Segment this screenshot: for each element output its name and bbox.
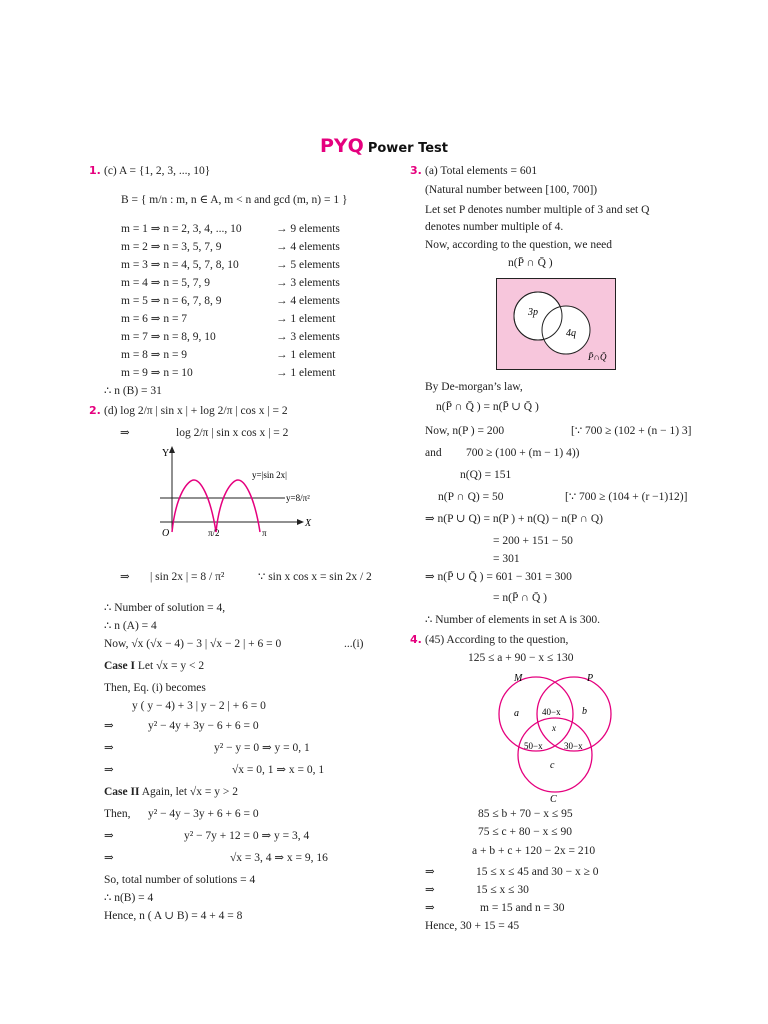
q2-line12-lead: Then, [104, 808, 131, 820]
q1-case-row-1: m = 1 ⇒ n = 2, 3, 4, ..., 10 [121, 223, 242, 235]
q2-line7: Then, Eq. (i) becomes [104, 682, 206, 694]
region-p-and-c: 30−x [564, 741, 583, 751]
q4-arrow-6: ⇒ [425, 866, 435, 878]
q4-line5: a + b + c + 120 − 2x = 210 [472, 845, 596, 857]
q1-case-count-7: → 3 elements [276, 331, 340, 343]
title-power-test: Power Test [367, 141, 448, 156]
q2-line10: y² − y = 0 ⇒ y = 0, 1 [214, 742, 310, 754]
q1-case-count-6: → 1 element [276, 313, 336, 325]
q1-case-row-3: m = 3 ⇒ n = 4, 5, 7, 8, 10 [121, 259, 239, 271]
region-a: a [514, 708, 519, 719]
q2-line3: | sin 2x | = 8 / π² [150, 571, 225, 583]
q2-line3-reason: ∵ sin x cos x = sin 2x / 2 [258, 571, 372, 583]
y-axis-label: Y [162, 448, 170, 459]
q1-case-count-4: → 3 elements [276, 277, 340, 289]
q3-line14: = 200 + 151 − 50 [493, 535, 573, 547]
region-c: c [550, 760, 555, 771]
q2-number: 2. [89, 404, 101, 417]
q3-line12: n(P ∩ Q) = 50 [438, 491, 504, 503]
q4-line1: (45) According to the question, [425, 634, 569, 646]
q3-line13: ⇒ n(P ∪ Q) = n(P ) + n(Q) − n(P ∩ Q) [425, 513, 603, 525]
q2-line5: ∴ n (A) = 4 [104, 620, 157, 632]
x-axis-label: X [305, 518, 312, 529]
q3-line8: n(P̄ ∩ Q̄ ) = n(P̄ ∪ Q̄ ) [436, 401, 539, 413]
q3-line17: = n(P̄ ∩ Q̄ ) [493, 592, 547, 604]
q1-case-count-9: → 1 element [276, 367, 336, 379]
q2-line2: log 2/π | sin x cos x | = 2 [176, 427, 289, 439]
q3-line2: (Natural number between [100, 700]) [425, 184, 598, 196]
q3-line12-reason: [∵ 700 ≥ (104 + (r −1)12)] [565, 491, 688, 503]
set-m-circle [499, 677, 573, 751]
q3-line18: ∴ Number of elements in set A is 300. [425, 614, 601, 626]
q2-line4: ∴ Number of solution = 4, [104, 602, 226, 614]
q3-venn-diagram [496, 278, 616, 370]
q4-line4: 75 ≤ c + 80 − x ≤ 90 [478, 826, 572, 838]
origin-label: O [162, 528, 170, 539]
q2-eq-ref: ...(i) [344, 638, 364, 650]
q2-arrow: ⇒ [120, 427, 130, 439]
page-title [0, 135, 768, 157]
q4-line9: Hence, 30 + 15 = 45 [425, 920, 520, 932]
q4-line8: m = 15 and n = 30 [480, 902, 565, 914]
q1-case-count-5: → 4 elements [276, 295, 340, 307]
q3-line11: n(Q) = 151 [460, 469, 512, 481]
q2-line11: √x = 0, 1 ⇒ x = 0, 1 [232, 764, 325, 776]
q3-line10: 700 ≥ (100 + (m − 1) 4)) [466, 447, 580, 459]
q2-arrow-14: ⇒ [104, 852, 114, 864]
q4-line2: 125 ≤ a + 90 − x ≤ 130 [468, 652, 574, 664]
x-axis-arrow [297, 519, 304, 525]
q3-line5: Now, according to the question, we need [425, 239, 613, 251]
region-m-and-p: 40−x [542, 707, 561, 717]
q2-arrow-9: ⇒ [104, 720, 114, 732]
tick-pi: π [262, 528, 267, 538]
complement-label: P̄∩Q̄ [588, 352, 607, 362]
p-region-label: 3p [528, 307, 538, 318]
q2-arrow-11: ⇒ [104, 764, 114, 776]
case2-text: Again, let √x = y > 2 [139, 786, 238, 798]
q3-line16: ⇒ n(P̄ ∪ Q̄ ) = 601 − 301 = 300 [425, 571, 572, 583]
curve-hump-1 [172, 480, 216, 532]
q1-case-row-2: m = 2 ⇒ n = 3, 5, 7, 9 [121, 241, 222, 253]
curve-label: y=|sin 2x| [252, 470, 287, 480]
q2-line16: ∴ n(B) = 4 [104, 892, 154, 904]
q4-arrow-8: ⇒ [425, 902, 435, 914]
q2-line12: y² − 4y − 3y + 6 + 6 = 0 [148, 808, 259, 820]
q3-line3: Let set P denotes number multiple of 3 and set Q [425, 204, 650, 216]
q1-case-row-5: m = 5 ⇒ n = 6, 7, 8, 9 [121, 295, 222, 307]
q2-line9: y² − 4y + 3y − 6 + 6 = 0 [148, 720, 259, 732]
label-p: P [587, 673, 594, 684]
case1-heading: Case I [104, 660, 135, 672]
q4-number: 4. [410, 633, 422, 646]
q1-case-row-6: m = 6 ⇒ n = 7 [121, 313, 188, 325]
q4-arrow-7: ⇒ [425, 884, 435, 896]
q3-line7: By De-morgan’s law, [425, 381, 523, 393]
q3-line6: n(P̄ ∩ Q̄ ) [508, 257, 553, 269]
q1-result: ∴ n (B) = 31 [104, 385, 162, 397]
q3-line1: (a) Total elements = 601 [425, 165, 538, 177]
q4-line3: 85 ≤ b + 70 − x ≤ 95 [478, 808, 573, 820]
q3-line9-reason: [∵ 700 ≥ (102 + (n − 1) 3] [571, 425, 692, 437]
q2-line13: y² − 7y + 12 = 0 ⇒ y = 3, 4 [184, 830, 310, 842]
tick-pi-over-2: π/2 [208, 528, 220, 538]
q3-line10-lead: and [425, 447, 442, 459]
q1-case-row-7: m = 7 ⇒ n = 8, 9, 10 [121, 331, 216, 343]
q-region-label: 4q [566, 328, 576, 339]
q3-line4: denotes number multiple of 4. [425, 221, 564, 233]
line-label: y=8/π² [286, 493, 310, 503]
q1-case-count-1: → 9 elements [276, 223, 340, 235]
q1-line1: (c) A = {1, 2, 3, ..., 10} [104, 165, 211, 177]
q2-case2 [104, 785, 238, 799]
label-m: M [514, 673, 523, 684]
sin-graph [150, 444, 330, 544]
q4-venn-diagram [488, 668, 628, 804]
q3-number: 3. [410, 164, 422, 177]
q1-case-row-4: m = 4 ⇒ n = 5, 7, 9 [121, 277, 211, 289]
curve-hump-2 [216, 480, 260, 532]
q3-line9: Now, n(P ) = 200 [425, 425, 505, 437]
q4-line7: 15 ≤ x ≤ 30 [476, 884, 529, 896]
q1-case-row-8: m = 8 ⇒ n = 9 [121, 349, 188, 361]
q2-line6: Now, √x (√x − 4) − 3 | √x − 2 | + 6 = 0 [104, 638, 282, 650]
q2-line17: Hence, n ( A ∪ B) = 4 + 4 = 8 [104, 910, 243, 922]
q2-line1: (d) log 2/π | sin x | + log 2/π | cos x | = 2 [104, 405, 288, 417]
q1-case-row-9: m = 9 ⇒ n = 10 [121, 367, 193, 379]
q2-arrow-13: ⇒ [104, 830, 114, 842]
q3-line15: = 301 [493, 553, 520, 565]
title-pyq: PYQ [320, 135, 364, 157]
region-all-three: x [552, 723, 556, 733]
region-b: b [582, 706, 587, 717]
q2-line8: y ( y − 4) + 3 | y − 2 | + 6 = 0 [132, 700, 266, 712]
case2-heading: Case II [104, 786, 140, 798]
y-axis-arrow [169, 446, 175, 453]
q2-arrow-10: ⇒ [104, 742, 114, 754]
q1-case-count-2: → 4 elements [276, 241, 340, 253]
q1-case-count-3: → 5 elements [276, 259, 340, 271]
q2-arrow-3: ⇒ [120, 571, 130, 583]
case1-text: Let √x = y < 2 [135, 660, 205, 672]
label-c: C [550, 794, 557, 804]
q1-number: 1. [89, 164, 101, 177]
q1-line2: B = { m/n : m, n ∈ A, m < n and gcd (m, n) = 1 } [121, 194, 348, 206]
q4-line6: 15 ≤ x ≤ 45 and 30 − x ≥ 0 [476, 866, 599, 878]
q1-case-count-8: → 1 element [276, 349, 336, 361]
q2-case1 [104, 659, 204, 673]
q2-line14: √x = 3, 4 ⇒ x = 9, 16 [230, 852, 328, 864]
q2-line15: So, total number of solutions = 4 [104, 874, 256, 886]
region-m-and-c: 50−x [524, 741, 543, 751]
